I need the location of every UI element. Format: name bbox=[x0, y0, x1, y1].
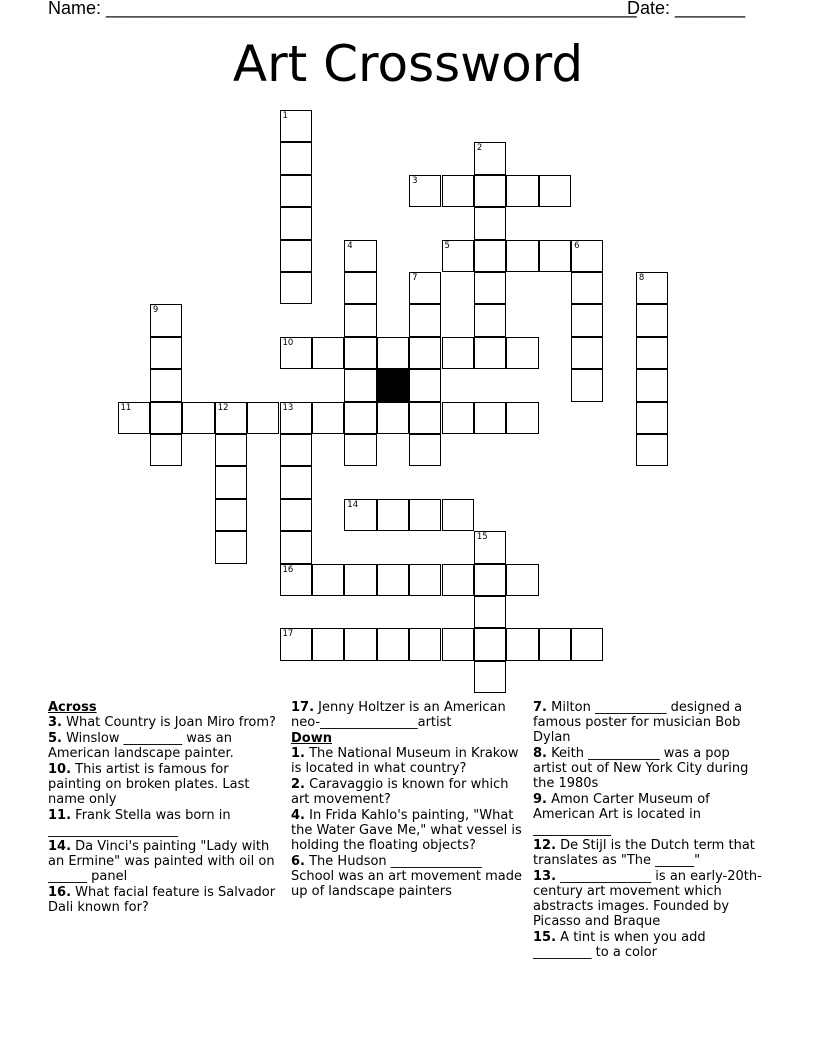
cell-number: 1 bbox=[282, 111, 288, 121]
grid-cell[interactable] bbox=[636, 402, 668, 434]
grid-cell[interactable] bbox=[409, 434, 441, 466]
clue-item bbox=[291, 808, 523, 853]
grid-cell[interactable] bbox=[377, 628, 409, 660]
grid-cell[interactable] bbox=[118, 402, 150, 434]
clue-item bbox=[291, 854, 523, 899]
clue-number: 4. bbox=[291, 808, 305, 823]
clues-column-2 bbox=[291, 700, 523, 900]
grid-cell[interactable] bbox=[215, 466, 247, 498]
grid-cell[interactable] bbox=[280, 142, 312, 174]
grid-cell[interactable] bbox=[636, 272, 668, 304]
cell-number: 15 bbox=[476, 532, 488, 543]
clue-item bbox=[48, 731, 280, 761]
down-heading: Down bbox=[291, 731, 332, 746]
grid-cell[interactable] bbox=[280, 207, 312, 239]
grid-cell[interactable] bbox=[312, 628, 344, 660]
grid-cell[interactable] bbox=[377, 564, 409, 596]
grid-cell[interactable] bbox=[409, 337, 441, 369]
cell-number: 4 bbox=[347, 240, 353, 251]
grid-cell[interactable] bbox=[409, 402, 441, 434]
clue-number: 2. bbox=[291, 777, 305, 792]
cell-number: 14 bbox=[347, 499, 359, 510]
clue-text: The National Museum in Krakow is located in what country? bbox=[291, 746, 519, 776]
grid-cell[interactable] bbox=[409, 564, 441, 596]
grid-cell[interactable] bbox=[150, 337, 182, 369]
clue-text: Keith ___________ was a pop artist out of New York City during the 1980s bbox=[533, 746, 749, 791]
clue-text: A tint is when you add _________ to a color bbox=[533, 930, 706, 960]
grid-cell[interactable] bbox=[344, 337, 376, 369]
clues-column-3 bbox=[533, 700, 765, 961]
grid-block-cell bbox=[377, 369, 409, 401]
grid-cell[interactable] bbox=[474, 564, 506, 596]
grid-cell[interactable] bbox=[215, 499, 247, 531]
cell-number: 13 bbox=[282, 402, 294, 413]
grid-cell[interactable] bbox=[344, 402, 376, 434]
grid-cell[interactable] bbox=[442, 628, 474, 660]
clue-text: Da Vinci's painting "Lady with an Ermine" was painted with oil on ______ panel bbox=[48, 839, 275, 884]
clue-number: 13. bbox=[533, 869, 557, 884]
grid-cell[interactable] bbox=[474, 661, 506, 693]
grid-cell[interactable] bbox=[280, 272, 312, 304]
grid-cell[interactable] bbox=[442, 564, 474, 596]
grid-cell[interactable] bbox=[636, 369, 668, 401]
clue-text: De Stijl is the Dutch term that translates as "The ______" bbox=[533, 838, 755, 868]
grid-cell[interactable] bbox=[442, 499, 474, 531]
clue-text: In Frida Kahlo's painting, "What the Water Gave Me," what vessel is holding the floating objects? bbox=[291, 808, 522, 853]
clue-text: Jenny Holtzer is an American neo-_______________artist bbox=[291, 700, 506, 730]
clue-number: 9. bbox=[533, 792, 547, 807]
cell-number: 10 bbox=[282, 337, 294, 348]
clue-number: 3. bbox=[48, 715, 62, 730]
grid-cell[interactable] bbox=[506, 240, 538, 272]
grid-cell[interactable] bbox=[344, 369, 376, 401]
grid-cell[interactable] bbox=[571, 337, 603, 369]
grid-cell[interactable] bbox=[344, 304, 376, 336]
cell-number: 12 bbox=[217, 402, 229, 413]
grid-cell[interactable] bbox=[474, 304, 506, 336]
grid-cell[interactable] bbox=[280, 466, 312, 498]
clue-text: ______________ is an early-20th-century art movement which abstracts images. Founded by Picasso and Braque bbox=[533, 869, 762, 929]
clue-item bbox=[291, 700, 523, 730]
puzzle-title: Art Crossword bbox=[232, 35, 584, 93]
cell-number: 8 bbox=[638, 273, 645, 283]
grid-cell[interactable] bbox=[636, 337, 668, 369]
cell-number: 5 bbox=[444, 240, 450, 251]
grid-cell[interactable] bbox=[150, 369, 182, 401]
grid-cell[interactable] bbox=[571, 304, 603, 336]
across-heading: Across bbox=[48, 700, 97, 715]
grid-cell[interactable] bbox=[506, 564, 538, 596]
grid-cell[interactable] bbox=[409, 175, 441, 207]
grid-cell[interactable] bbox=[474, 531, 506, 563]
grid-cell[interactable] bbox=[312, 337, 344, 369]
grid-cell[interactable] bbox=[571, 628, 603, 660]
clue-number: 10. bbox=[48, 762, 72, 777]
clue-item bbox=[291, 746, 523, 776]
clue-item bbox=[533, 869, 765, 929]
clue-text: Winslow _________ was an American landscape painter. bbox=[48, 731, 234, 761]
cell-number: 7 bbox=[412, 273, 418, 283]
cell-number: 6 bbox=[574, 240, 580, 251]
grid-cell[interactable] bbox=[377, 402, 409, 434]
grid-cell[interactable] bbox=[506, 175, 538, 207]
grid-cell[interactable] bbox=[409, 304, 441, 336]
clue-number: 1. bbox=[291, 746, 305, 761]
clue-text: Frank Stella was born in ____________________ bbox=[48, 808, 231, 838]
clue-text: Amon Carter Museum of American Art is located in ____________ bbox=[533, 792, 710, 837]
grid-cell[interactable] bbox=[280, 337, 312, 369]
grid-cell[interactable] bbox=[474, 402, 506, 434]
down-clue-list bbox=[291, 746, 523, 899]
across-clue-list bbox=[48, 715, 280, 915]
grid-cell[interactable] bbox=[442, 337, 474, 369]
clue-item bbox=[291, 777, 523, 807]
grid-cell[interactable] bbox=[344, 564, 376, 596]
grid-cell[interactable] bbox=[280, 402, 312, 434]
grid-cell[interactable] bbox=[474, 628, 506, 660]
clue-text: The Hudson ______________ School was an art movement made up of landscape painters bbox=[291, 854, 522, 899]
grid-cell[interactable] bbox=[474, 207, 506, 239]
grid-cell[interactable] bbox=[409, 628, 441, 660]
clue-item bbox=[533, 792, 765, 837]
grid-cell[interactable] bbox=[280, 499, 312, 531]
clue-number: 8. bbox=[533, 746, 547, 761]
clue-item bbox=[48, 715, 280, 730]
grid-cell[interactable] bbox=[506, 402, 538, 434]
grid-cell[interactable] bbox=[280, 110, 312, 142]
clue-number: 14. bbox=[48, 839, 72, 854]
grid-cell[interactable] bbox=[571, 240, 603, 272]
grid-cell[interactable] bbox=[377, 337, 409, 369]
grid-cell[interactable] bbox=[312, 402, 344, 434]
cell-number: 2 bbox=[476, 143, 483, 154]
grid-cell[interactable] bbox=[215, 402, 247, 434]
clue-text: Milton ___________ designed a famous poster for musician Bob Dylan bbox=[533, 700, 743, 745]
clue-number: 7. bbox=[533, 700, 547, 715]
grid-cell[interactable] bbox=[182, 402, 214, 434]
clue-item bbox=[48, 885, 280, 915]
clue-number: 15. bbox=[533, 930, 557, 945]
grid-cell[interactable] bbox=[312, 564, 344, 596]
grid-cell[interactable] bbox=[377, 499, 409, 531]
grid-cell[interactable] bbox=[539, 240, 571, 272]
clue-number: 6. bbox=[291, 854, 305, 869]
clue-item bbox=[533, 930, 765, 960]
grid-cell[interactable] bbox=[409, 499, 441, 531]
grid-cell[interactable] bbox=[474, 596, 506, 628]
clue-item bbox=[48, 808, 280, 838]
clue-text: What facial feature is Salvador Dali known for? bbox=[48, 885, 276, 915]
name-field-label: Name: _____________________________________________________ bbox=[48, 0, 637, 18]
clue-text: What Country is Joan Miro from? bbox=[61, 715, 276, 730]
clue-item bbox=[533, 838, 765, 868]
grid-cell[interactable] bbox=[474, 337, 506, 369]
grid-cell[interactable] bbox=[474, 142, 506, 174]
clue-number: 17. bbox=[291, 700, 315, 715]
clue-item bbox=[48, 839, 280, 884]
clue-number: 16. bbox=[48, 885, 72, 900]
grid-cell[interactable] bbox=[280, 434, 312, 466]
across-clue-list-continued bbox=[291, 700, 523, 730]
grid-cell[interactable] bbox=[150, 434, 182, 466]
grid-cell[interactable] bbox=[344, 434, 376, 466]
grid-cell[interactable] bbox=[442, 402, 474, 434]
grid-cell[interactable] bbox=[442, 240, 474, 272]
grid-cell[interactable] bbox=[344, 628, 376, 660]
grid-cell[interactable] bbox=[571, 272, 603, 304]
clue-number: 11. bbox=[48, 808, 72, 823]
clue-item bbox=[533, 700, 765, 745]
grid-cell[interactable] bbox=[571, 369, 603, 401]
grid-cell[interactable] bbox=[636, 434, 668, 466]
clue-number: 5. bbox=[48, 731, 62, 746]
clue-item bbox=[48, 762, 280, 807]
clue-text: Caravaggio is known for which art movement? bbox=[291, 777, 509, 807]
cell-number: 16 bbox=[282, 564, 294, 575]
grid-cell[interactable] bbox=[539, 628, 571, 660]
grid-cell[interactable] bbox=[474, 240, 506, 272]
grid-cell[interactable] bbox=[539, 175, 571, 207]
grid-cell[interactable] bbox=[442, 175, 474, 207]
grid-cell[interactable] bbox=[506, 337, 538, 369]
cell-number: 11 bbox=[120, 402, 132, 413]
grid-cell[interactable] bbox=[280, 175, 312, 207]
clue-item bbox=[533, 746, 765, 791]
grid-cell[interactable] bbox=[280, 240, 312, 272]
grid-cell[interactable] bbox=[247, 402, 279, 434]
grid-cell[interactable] bbox=[280, 531, 312, 563]
grid-cell[interactable] bbox=[344, 499, 376, 531]
grid-cell[interactable] bbox=[150, 304, 182, 336]
date-field-label: Date: _______ bbox=[627, 0, 746, 18]
down-clue-list-continued bbox=[533, 700, 765, 960]
clue-text: This artist is famous for painting on broken plates. Last name only bbox=[48, 762, 250, 807]
grid-cell[interactable] bbox=[474, 272, 506, 304]
grid-cell[interactable] bbox=[344, 272, 376, 304]
cell-number: 17 bbox=[282, 629, 294, 640]
grid-cell[interactable] bbox=[344, 240, 376, 272]
cell-number: 9 bbox=[152, 305, 159, 316]
grid-cell[interactable] bbox=[506, 628, 538, 660]
grid-cell[interactable] bbox=[215, 434, 247, 466]
grid-cell[interactable] bbox=[215, 531, 247, 563]
grid-cell[interactable] bbox=[409, 369, 441, 401]
grid-cell[interactable] bbox=[474, 175, 506, 207]
cell-number: 3 bbox=[412, 175, 418, 186]
grid-cell[interactable] bbox=[280, 628, 312, 660]
grid-cell[interactable] bbox=[150, 402, 182, 434]
grid-cell[interactable] bbox=[280, 564, 312, 596]
clues-column-1 bbox=[48, 700, 280, 916]
grid-cell[interactable] bbox=[409, 272, 441, 304]
clue-number: 12. bbox=[533, 838, 557, 853]
grid-cell[interactable] bbox=[636, 304, 668, 336]
